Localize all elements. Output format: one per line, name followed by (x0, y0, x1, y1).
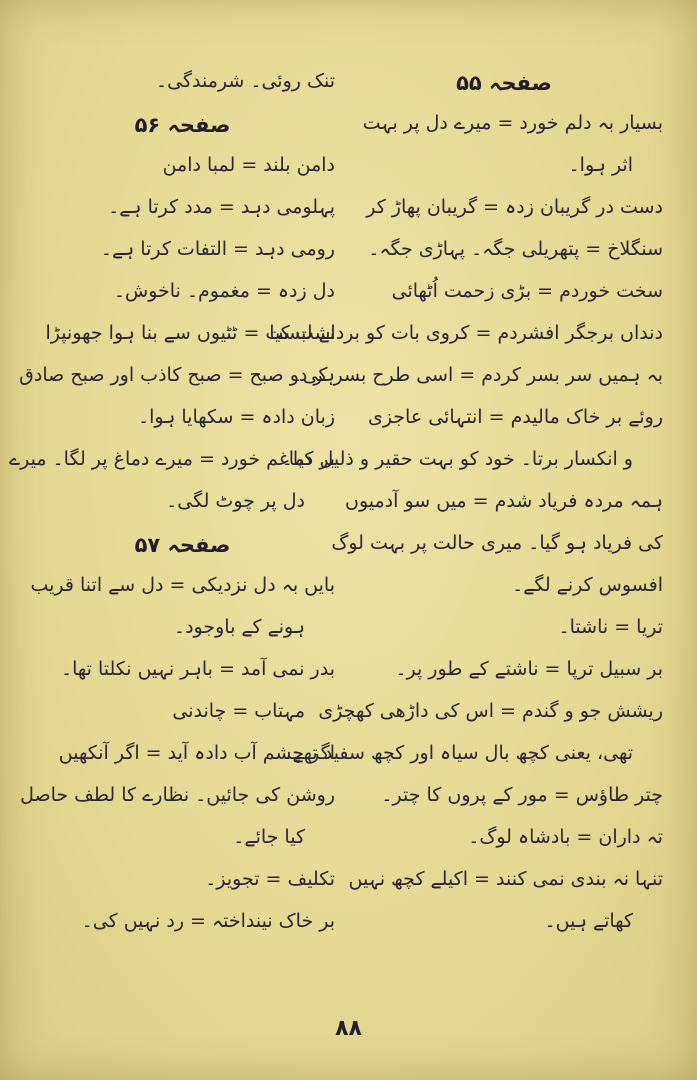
entry-line: سخت خوردم = بڑی زحمت اُٹھائی (391, 280, 663, 302)
entry-line: بسیار بہ دلم خورد = میرے دل پر بہت (362, 112, 663, 134)
entry-line: تھی، یعنی کچھ بال سیاہ اور کچھ سفید تھے۔ (281, 742, 633, 764)
entry-line: رومی دہد = التفات کرتا ہے۔ (100, 238, 335, 260)
entry-line: ہمہ مردہ فریاد شدم = میں سو آدمیوں (345, 490, 663, 512)
entry-line: زبان دادہ = سکھایا ہوا۔ (137, 406, 335, 428)
entry-line: کیا جائے۔ (233, 826, 305, 848)
entry-line: بر خاک نینداختہ = رد نہیں کی۔ (81, 910, 335, 932)
entry-line: مہتاب = چاندنی (172, 700, 305, 722)
entry-line: دست در گریبان زدہ = گریبان پھاڑ کر (366, 196, 663, 218)
entry-line: دل زدہ = مغموم۔ ناخوش۔ (113, 280, 335, 302)
entry-line: نے لبست = ٹٹیوں سے بنا ہوا جھونپڑا (45, 322, 335, 344)
heading-page-57: صفحہ ۵۷ (134, 533, 231, 557)
entry-line: پہلومی دہد = مدد کرتا ہے۔ (108, 196, 335, 218)
entry-line: روشن کی جائیں۔ نظارے کا لطف حاصل (20, 784, 335, 806)
entry-line: تنہا نہ بندی نمی کنند = اکیلے کچھ نہیں (348, 868, 663, 890)
entry-line: روئے بر خاک مالیدم = انتہائی عاجزی (367, 406, 663, 428)
entry-line: تنک روئی۔ شرمندگی۔ (155, 70, 335, 92)
entry-line: ہونے کے باوجود۔ (173, 616, 305, 638)
heading-page-56: صفحہ ۵۶ (134, 113, 231, 137)
entry-line: ریشش جو و گندم = اس کی داڑھی کھچڑی (318, 700, 663, 722)
entry-line: کی فریاد ہو گیا۔ میری حالت پر بہت لوگ (331, 532, 663, 554)
entry-line: بایں بہ دل نزدیکی = دل سے اتنا قریب (30, 574, 335, 596)
entry-line: سنگلاخ = پتھریلی جگہ۔ پہاڑی جگہ۔ (368, 238, 663, 260)
entry-line: چتر طاؤس = مور کے پروں کا چتر۔ (381, 784, 663, 806)
entry-line: تہ داران = بادشاہ لوگ۔ (468, 826, 663, 848)
entry-line: دل پر چوٹ لگی۔ (166, 490, 305, 512)
entry-line: اگر چشم آب دادہ آید = اگر آنکھیں (58, 742, 335, 764)
left-column (8, 70, 335, 952)
entry-line: بدر نمی آمد = باہر نہیں نکلتا تھا۔ (60, 658, 335, 680)
entry-line: بر سبیل ترپا = ناشتے کے طور پر۔ (395, 658, 663, 680)
entry-line: بر دماغم خورد = میرے دماغ پر لگا۔ میرے (8, 448, 335, 470)
entry-line: دنداں برجگر افشردم = کروی بات کو برداشت کیا (269, 322, 663, 344)
page-number: ۸۸ (335, 1016, 362, 1041)
entry-line: دامن بلند = لمبا دامن (162, 154, 335, 176)
heading-page-55: صفحہ ۵۵ (456, 71, 552, 95)
entry-line: و انکسار برتا۔ خود کو بہت حقیر و ذلیل کیا۔ (281, 448, 633, 470)
entry-line: تریا = ناشتا۔ (558, 616, 663, 638)
entry-line: کھاتے ہیں۔ (544, 910, 633, 932)
entry-line: ہر دو صبح = صبح کاذب اور صبح صادق (19, 364, 335, 386)
entry-line: بہ ہمیں سر بسر کردم = اسی طرح بسر کی۔ (291, 364, 663, 386)
entry-line: اثر ہوا۔ (568, 154, 633, 176)
entry-line: تکلیف = تجویز۔ (205, 868, 335, 890)
entry-line: افسوس کرنے لگے۔ (512, 574, 663, 596)
